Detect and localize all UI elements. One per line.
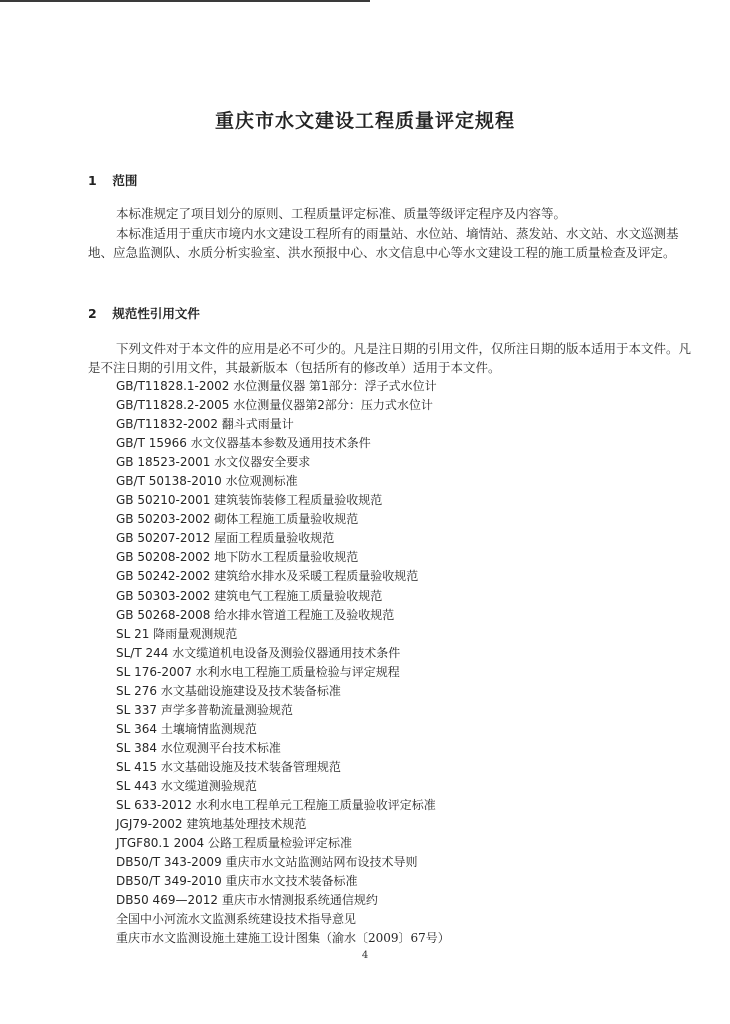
- section-heading-scope: [88, 171, 137, 189]
- reference-item: GB 50242-2002 建筑给水排水及采暖工程质量验收规范: [116, 569, 419, 584]
- reference-item: 全国中小河流水文监测系统建设技术指导意见: [116, 912, 357, 927]
- scope-paragraph-2: [88, 224, 692, 262]
- reference-item: GB 50207-2012 屋面工程质量验收规范: [116, 531, 335, 546]
- reference-item: DB50 469—2012 重庆市水情测报系统通信规约: [116, 893, 378, 908]
- paragraph-text: 本标准规定了项目划分的原则、工程质量评定标准、质量等级评定程序及内容等。: [116, 206, 567, 221]
- reference-item: GB 50303-2002 建筑电气工程施工质量验收规范: [116, 588, 383, 603]
- reference-item: SL 633-2012 水利水电工程单元工程施工质量验收评定标准: [116, 798, 436, 813]
- reference-item: SL 384 水位观测平台技术标准: [116, 740, 281, 755]
- paragraph-text: 本标准适用于重庆市境内水文建设工程所有的雨量站、水位站、墒情站、蒸发站、水文站、水文巡测基地、应急监测队、水质分析实验室、洪水预报中心、水文信息中心等水文建设工程的施工质量检查及评定。: [88, 226, 679, 260]
- reference-item: GB/T 15966 水文仪器基本参数及通用技术条件: [116, 436, 371, 451]
- reference-item: DB50/T 343-2009 重庆市水文站监测站网布设技术导则: [116, 855, 418, 870]
- reference-item: GB 50210-2001 建筑装饰装修工程质量验收规范: [116, 493, 383, 508]
- reference-list: [116, 377, 450, 948]
- scope-paragraph-1: [88, 204, 692, 223]
- reference-item: GB/T11832-2002 翻斗式雨量计: [116, 417, 294, 432]
- reference-item: SL 337 声学多普勒流量测验规范: [116, 702, 293, 717]
- references-intro-paragraph: [88, 339, 692, 377]
- section-number: 1: [88, 173, 97, 188]
- reference-item: GB/T 50138-2010 水位观测标准: [116, 474, 298, 489]
- reference-item: JGJ79-2002 建筑地基处理技术规范: [116, 817, 307, 832]
- scan-edge-line: [0, 0, 370, 2]
- document-title: 重庆市水文建设工程质量评定规程: [214, 110, 515, 132]
- paragraph-text: 下列文件对于本文件的应用是必不可少的。凡是注日期的引用文件，仅所注日期的版本适用于本文件。凡是不注日期的引用文件，其最新版本（包括所有的修改单）适用于本文件。: [88, 341, 692, 375]
- section-title: 范围: [112, 173, 138, 188]
- reference-item: 重庆市水文监测设施土建施工设计图集（渝水〔2009〕67号）: [116, 931, 450, 946]
- section-number: 2: [88, 306, 97, 321]
- page-number: 4: [361, 950, 369, 961]
- reference-item: JTGF80.1 2004 公路工程质量检验评定标准: [116, 836, 352, 851]
- reference-item: SL 364 土壤墒情监测规范: [116, 721, 257, 736]
- section-title: 规范性引用文件: [112, 306, 200, 321]
- reference-item: GB 50203-2002 砌体工程施工质量验收规范: [116, 512, 359, 527]
- reference-item: GB/T11828.1-2002 水位测量仪器 第1部分：浮子式水位计: [116, 379, 437, 393]
- reference-item: SL 415 水文基础设施及技术装备管理规范: [116, 759, 341, 774]
- section-heading-normative-references: [88, 304, 200, 322]
- reference-item: GB 18523-2001 水文仪器安全要求: [116, 455, 311, 470]
- reference-item: GB 50208-2002 地下防水工程质量验收规范: [116, 550, 359, 565]
- reference-item: SL 21 降雨量观测规范: [116, 626, 238, 641]
- reference-item: SL/T 244 水文缆道机电设备及测验仪器通用技术条件: [116, 645, 401, 660]
- reference-item: GB 50268-2008 给水排水管道工程施工及验收规范: [116, 607, 395, 622]
- reference-item: SL 443 水文缆道测验规范: [116, 778, 257, 793]
- reference-item: SL 176-2007 水利水电工程施工质量检验与评定规程: [116, 664, 400, 679]
- reference-item: GB/T11828.2-2005 水位测量仪器第2部分：压力式水位计: [116, 398, 433, 413]
- reference-item: DB50/T 349-2010 重庆市水文技术装备标准: [116, 874, 358, 889]
- reference-item: SL 276 水文基础设施建设及技术装备标准: [116, 683, 341, 698]
